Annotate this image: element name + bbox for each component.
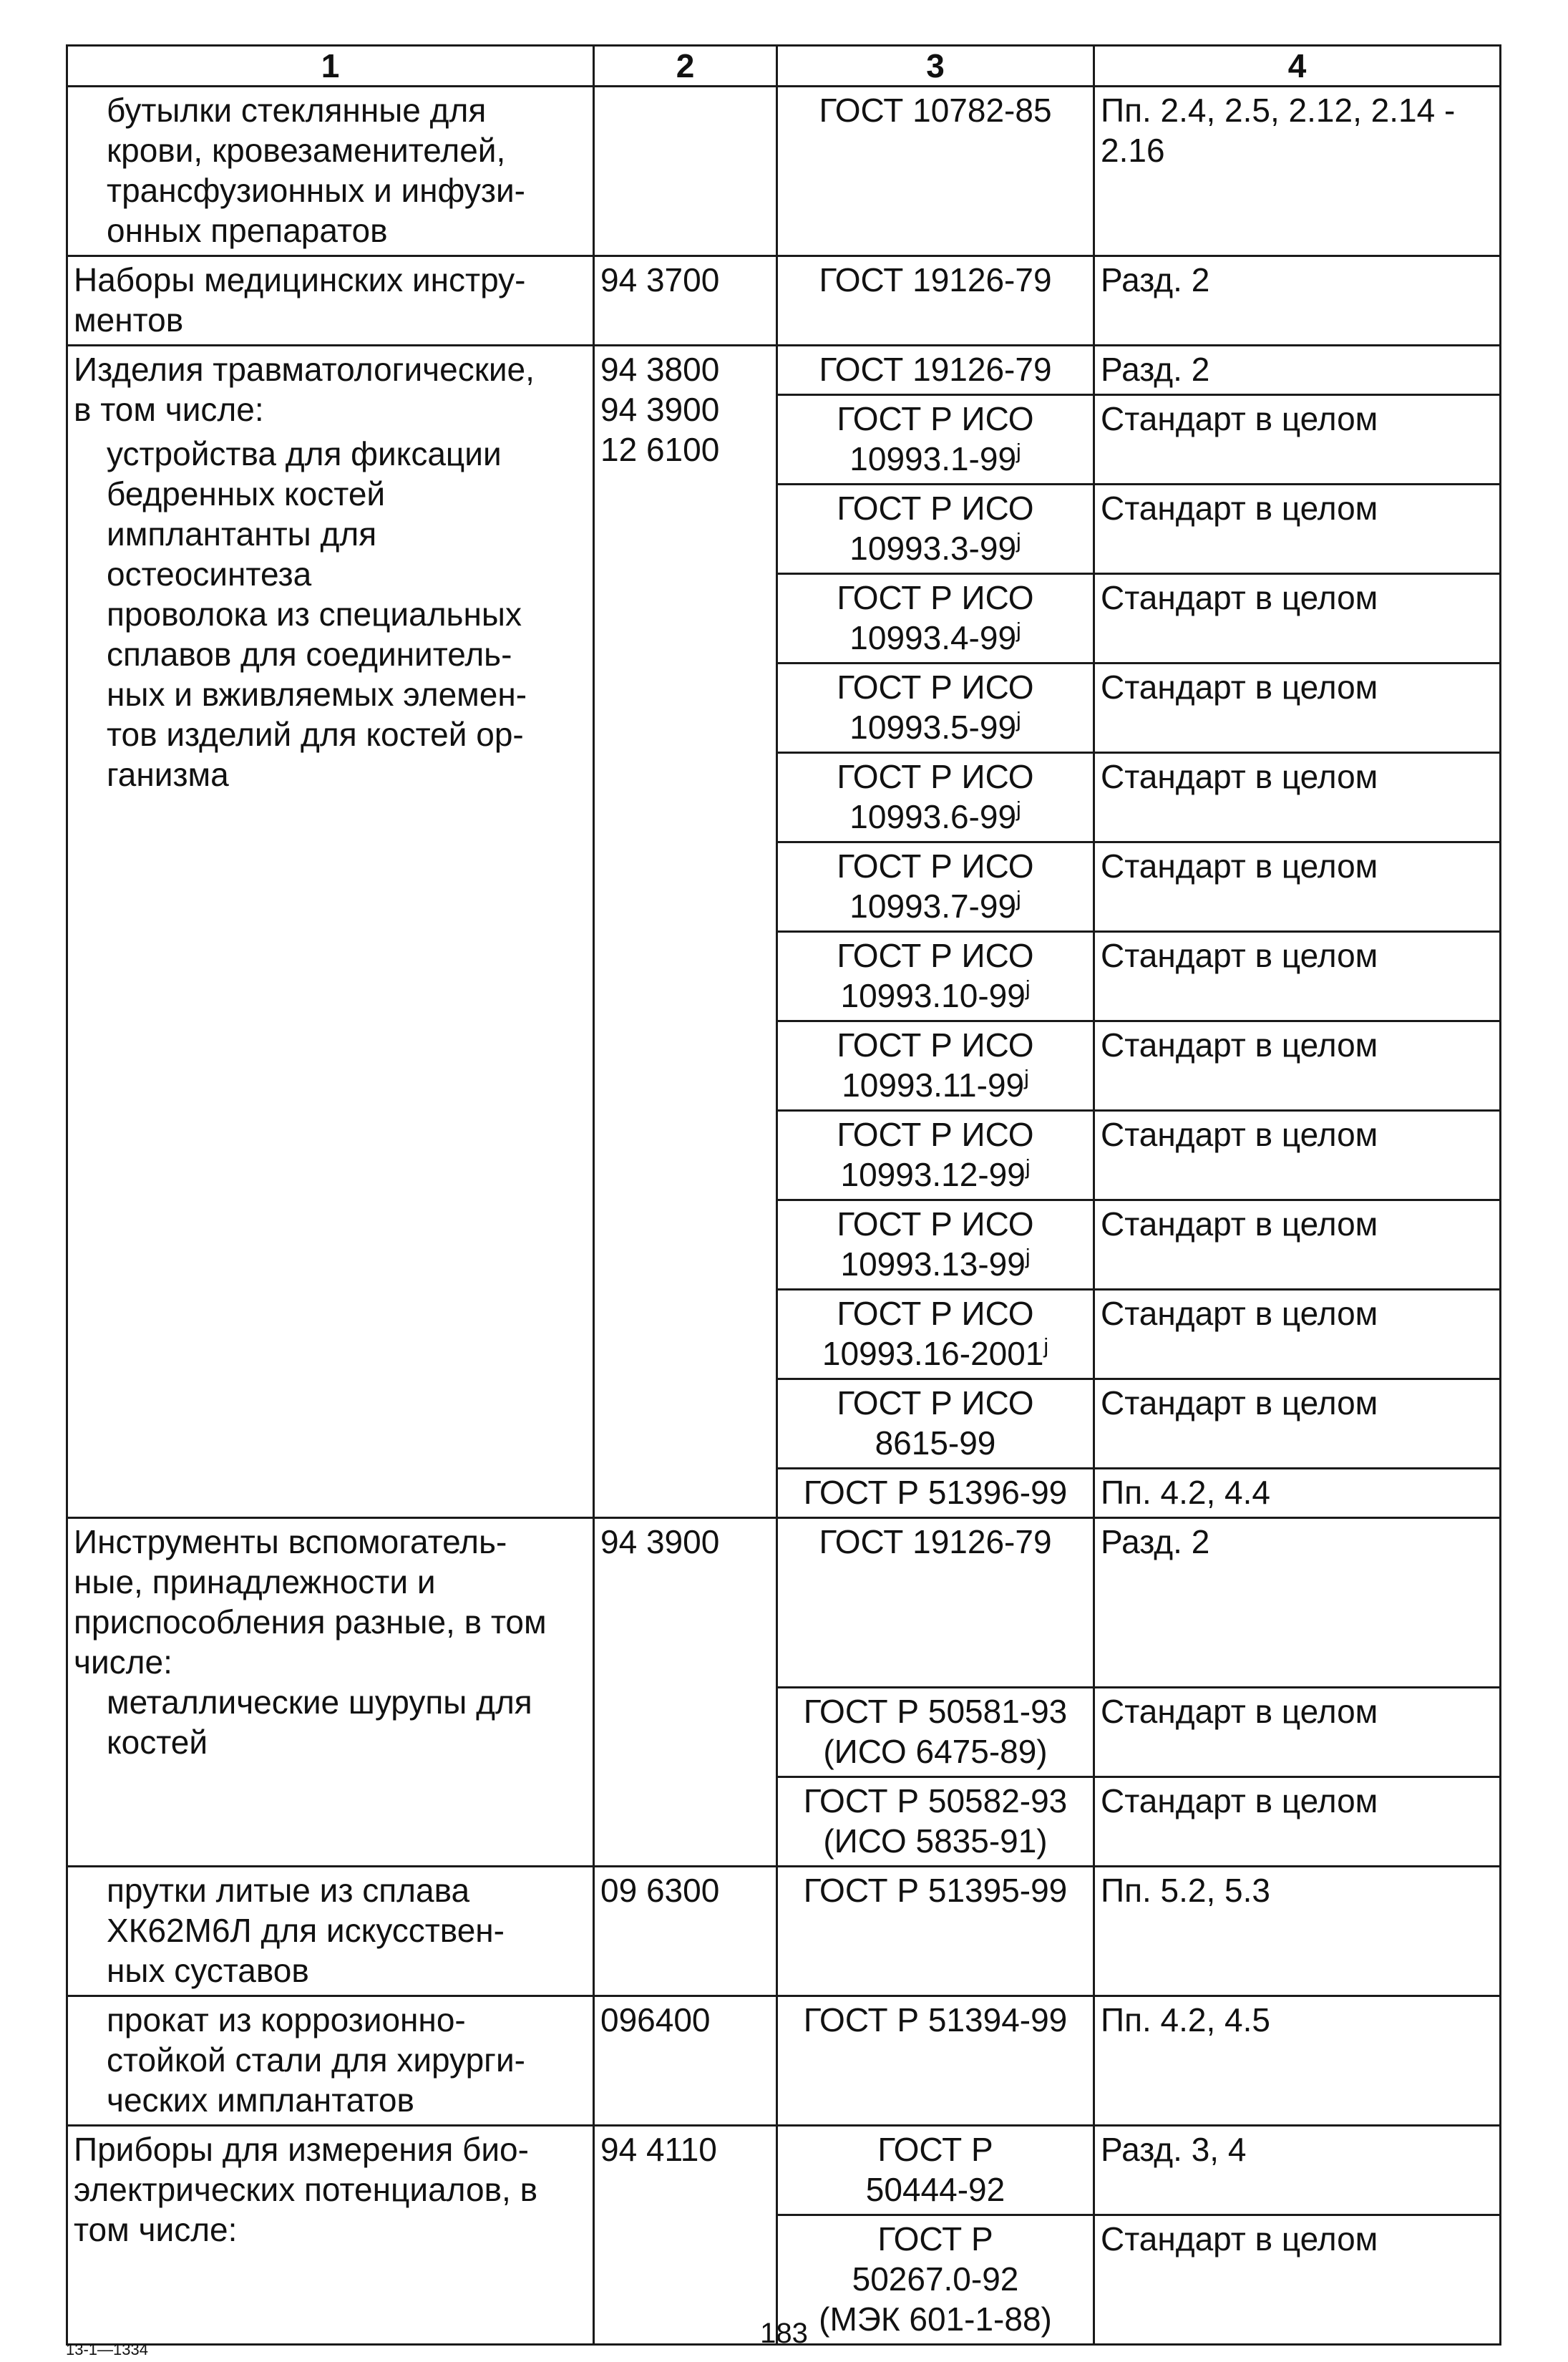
clause-cell: Стандарт в целом — [1094, 485, 1501, 574]
product-subitem: прокат из коррозионно- стойкой стали для хирурги- ческих имплантатов — [107, 2001, 525, 2119]
clause-cell: Стандарт в целом — [1094, 1777, 1501, 1867]
table-row — [67, 2126, 1501, 2215]
standard-cell: ГОСТ 19126-79 — [777, 346, 1094, 395]
clause-cell: Стандарт в целом — [1094, 842, 1501, 932]
code-cell — [594, 87, 777, 256]
clause-cell: Стандарт в целом — [1094, 1688, 1501, 1777]
table-row — [67, 87, 1501, 256]
product-group-title: Инструменты вспомогатель- ные, принадлежности и приспособления разные, в том числе: — [74, 1523, 547, 1681]
footnote-mark: j — [1016, 529, 1021, 553]
header-col-1: 1 — [67, 46, 594, 87]
clause-cell: Стандарт в целом — [1094, 1021, 1501, 1111]
clause-cell: Разд. 2 — [1094, 346, 1501, 395]
clause-cell: Пп. 4.2, 4.5 — [1094, 1996, 1501, 2126]
footnote-mark: j — [1016, 708, 1021, 732]
table-row — [67, 256, 1501, 346]
clause-cell: Разд. 3, 4 — [1094, 2126, 1501, 2215]
clause-cell: Стандарт в целом — [1094, 1200, 1501, 1290]
clause-cell: Стандарт в целом — [1094, 1379, 1501, 1469]
standard-cell: ГОСТ Р 51396-99 — [777, 1469, 1094, 1518]
product-group-cell: Приборы для измерения био- электрических потенциалов, в том числе: — [67, 2126, 594, 2345]
clause-cell: Стандарт в целом — [1094, 574, 1501, 664]
product-subitem: устройства для фиксации бедренных костей — [107, 435, 502, 512]
standard-cell: ГОСТ Р ИСО 10993.13-99$^j$ — [777, 1200, 1094, 1290]
code-cell: 94 3800 94 3900 12 6100 — [594, 346, 777, 1518]
clause-cell: Стандарт в целом — [1094, 2215, 1501, 2345]
footnote-mark: j — [1016, 797, 1021, 822]
standard-cell: ГОСТ Р 50444-92 — [777, 2126, 1094, 2215]
footnote-mark: j — [1016, 618, 1021, 643]
table-row — [67, 1996, 1501, 2126]
standard-cell: ГОСТ Р ИСО 10993.4-99$^j$ — [777, 574, 1094, 664]
standard-cell: ГОСТ Р 50267.0-92 (МЭК 601-1-88) — [777, 2215, 1094, 2345]
clause-cell: Разд. 2 — [1094, 1518, 1501, 1688]
clause-cell: Пп. 4.2, 4.4 — [1094, 1469, 1501, 1518]
header-row — [67, 46, 1501, 87]
standard-cell: ГОСТ Р ИСО 10993.12-99$^j$ — [777, 1111, 1094, 1200]
product-group-title: Изделия травматологические, в том числе: — [74, 351, 535, 428]
product-cell — [67, 1867, 594, 1996]
standards-table — [66, 44, 1501, 2346]
page-number: 183 — [760, 2318, 808, 2349]
table-row — [67, 1518, 1501, 1688]
standard-cell: ГОСТ Р 50581-93 (ИСО 6475-89) — [777, 1688, 1094, 1777]
standard-cell: ГОСТ Р ИСО 10993.16-2001$^j$ — [777, 1290, 1094, 1379]
standard-cell: ГОСТ Р ИСО 8615-99 — [777, 1379, 1094, 1469]
standard-cell: ГОСТ Р ИСО 10993.5-99$^j$ — [777, 664, 1094, 753]
header-col-4: 4 — [1094, 46, 1501, 87]
standard-cell: ГОСТ 19126-79 — [777, 256, 1094, 346]
product-cell — [67, 87, 594, 256]
header-col-2: 2 — [594, 46, 777, 87]
clause-cell: Стандарт в целом — [1094, 664, 1501, 753]
clause-cell: Разд. 2 — [1094, 256, 1501, 346]
header-col-3: 3 — [777, 46, 1094, 87]
code-cell: 096400 — [594, 1996, 777, 2126]
standard-cell: ГОСТ 19126-79 — [777, 1518, 1094, 1688]
code-cell: 94 3700 — [594, 256, 777, 346]
product-cell: Наборы медицинских инстру- ментов — [67, 256, 594, 346]
product-subitem: проволока из специальных сплавов для соединитель- ных и вживляемых элемен- тов изделий для костей ор- ганизма — [107, 596, 527, 793]
standard-cell: ГОСТ 10782-85 — [777, 87, 1094, 256]
product-group-cell — [67, 1518, 594, 1867]
standard-cell: ГОСТ Р 51395-99 — [777, 1867, 1094, 1996]
footnote-mark: j — [1025, 1155, 1031, 1180]
clause-cell: Стандарт в целом — [1094, 1111, 1501, 1200]
standard-cell: ГОСТ Р ИСО 10993.6-99$^j$ — [777, 753, 1094, 842]
product-name: бутылки стеклянные для крови, кровезаменителей, трансфузионных и инфузи- онных препаратов — [107, 92, 525, 249]
table-row — [67, 1867, 1501, 1996]
product-subitem: металлические шурупы для костей — [107, 1683, 532, 1761]
standard-cell: ГОСТ Р ИСО 10993.3-99$^j$ — [777, 485, 1094, 574]
standard-cell: ГОСТ Р ИСО 10993.7-99$^j$ — [777, 842, 1094, 932]
standard-cell: ГОСТ Р ИСО 10993.1-99$^j$ — [777, 395, 1094, 485]
footnote-mark: j — [1016, 887, 1021, 911]
clause-cell: Стандарт в целом — [1094, 1290, 1501, 1379]
clause-cell: Стандарт в целом — [1094, 753, 1501, 842]
product-subitem: прутки литые из сплава ХК62М6Л для искусствен- ных суставов — [107, 1872, 505, 1989]
footnote-mark: j — [1025, 1245, 1031, 1269]
product-subitem: имплантанты для остеосинтеза — [107, 515, 377, 593]
footnote-mark: j — [1024, 1066, 1029, 1090]
clause-cell: Стандарт в целом — [1094, 395, 1501, 485]
code-cell: 09 6300 — [594, 1867, 777, 1996]
standard-cell: ГОСТ Р 51394-99 — [777, 1996, 1094, 2126]
standard-cell: ГОСТ Р ИСО 10993.11-99$^j$ — [777, 1021, 1094, 1111]
standard-cell: ГОСТ Р ИСО 10993.10-99$^j$ — [777, 932, 1094, 1021]
product-cell — [67, 1996, 594, 2126]
footnote-mark: j — [1025, 976, 1031, 1001]
footnote-mark: j — [1016, 439, 1021, 464]
clause-cell: Пп. 2.4, 2.5, 2.12, 2.14 - 2.16 — [1094, 87, 1501, 256]
clause-cell: Стандарт в целом — [1094, 932, 1501, 1021]
table-row — [67, 346, 1501, 395]
printer-code: 13-1—1334 — [66, 2341, 148, 2358]
standard-cell: ГОСТ Р 50582-93 (ИСО 5835-91) — [777, 1777, 1094, 1867]
product-group-cell — [67, 346, 594, 1518]
footnote-mark: j — [1043, 1334, 1049, 1359]
code-cell: 94 3900 — [594, 1518, 777, 1867]
clause-cell: Пп. 5.2, 5.3 — [1094, 1867, 1501, 1996]
code-cell: 94 4110 — [594, 2126, 777, 2345]
